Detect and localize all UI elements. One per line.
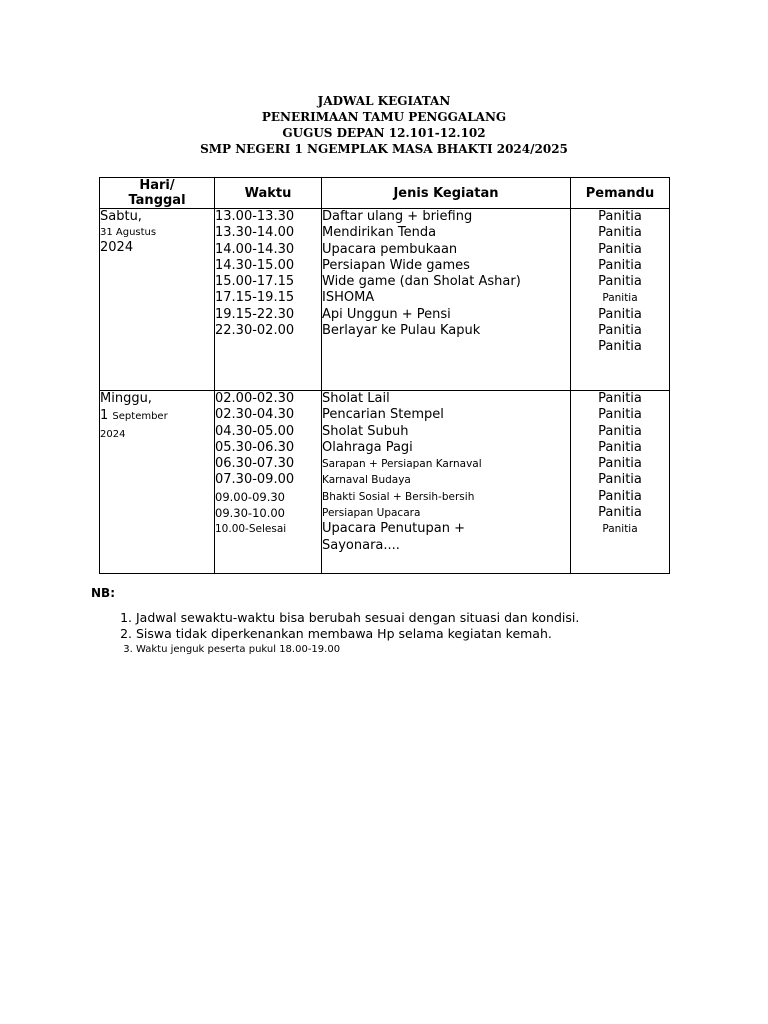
header-day-line: Tanggal <box>128 193 186 208</box>
activity-item: Upacara Penutupan + Sayonara.... <box>322 521 465 553</box>
time-slot: 22.30-02.00 <box>215 323 295 339</box>
header-day <box>100 178 215 209</box>
notes-list <box>111 610 736 658</box>
activity-item: Mendirikan Tenda <box>322 225 437 241</box>
guide-item: Panitia <box>598 274 642 290</box>
title-line: PENERIMAAN TAMU PENGGALANG <box>261 110 507 124</box>
activity-item: Pencarian Stempel <box>322 407 444 423</box>
time-slot: 09.00-09.30 <box>215 489 285 504</box>
day-year: 2024 <box>100 240 134 255</box>
activity-item: Sarapan + Persiapan Karnaval <box>322 458 482 471</box>
activity-cell <box>322 209 571 391</box>
document-title <box>0 93 768 157</box>
guide-item: Panitia <box>598 439 642 455</box>
header-guide: Pemandu <box>571 178 670 209</box>
time-slot: 07.30-09.00 <box>215 472 295 488</box>
activity-item: Persiapan Upacara <box>322 507 421 520</box>
header-time: Waktu <box>215 178 322 209</box>
time-cell <box>215 391 322 574</box>
time-slot: 10.00-Selesai <box>215 523 287 536</box>
activity-item: Berlayar ke Pulau Kapuk <box>322 323 481 339</box>
day-date <box>100 407 214 426</box>
day-name: Sabtu, <box>100 209 142 224</box>
time-slot: 19.15-22.30 <box>215 306 295 322</box>
title-line: GUGUS DEPAN 12.101-12.102 <box>282 126 486 140</box>
guide-item: Panitia <box>598 407 642 423</box>
day-date: 31 Agustus <box>100 227 157 238</box>
activity-item: Persiapan Wide games <box>322 257 470 273</box>
note-item: 2. Siswa tidak diperkenankan membawa Hp selama kegiatan kemah. <box>136 626 736 642</box>
guide-item: Panitia <box>598 423 642 439</box>
header-day-line: Hari/ <box>139 178 175 193</box>
activity-item: Daftar ulang + briefing <box>322 209 473 224</box>
time-slot: 17.15-19.15 <box>215 290 295 306</box>
guide-item: Panitia <box>602 523 638 536</box>
activity-item: Api Unggun + Pensi <box>322 306 451 322</box>
time-slot: 05.30-06.30 <box>215 439 295 455</box>
table-row-sunday <box>100 391 670 574</box>
note-item: 3. Waktu jenguk peserta pukul 18.00-19.00 <box>136 642 736 658</box>
guide-item: Panitia <box>598 488 642 504</box>
activity-item: Bhakti Sosial + Bersih-bersih <box>322 490 475 503</box>
day-cell <box>100 209 215 391</box>
time-slot: 06.30-07.30 <box>215 456 295 472</box>
guide-item: Panitia <box>598 257 642 273</box>
time-slot: 15.00-17.15 <box>215 274 295 290</box>
activity-item: Sholat Subuh <box>322 423 409 439</box>
guide-item: Panitia <box>598 241 642 257</box>
activity-item: Upacara pembukaan <box>322 241 458 257</box>
title-line: JADWAL KEGIATAN <box>317 94 451 108</box>
day-name: Minggu, <box>100 391 152 406</box>
guide-item: Panitia <box>598 456 642 472</box>
activity-item: Olahraga Pagi <box>322 439 413 455</box>
guide-cell <box>571 391 670 574</box>
activity-item: Wide game (dan Sholat Ashar) <box>322 274 521 290</box>
day-cell <box>100 391 215 574</box>
table-header-row <box>100 178 670 209</box>
guide-item: Panitia <box>598 472 642 488</box>
activity-item: Karnaval Budaya <box>322 474 411 487</box>
activity-cell <box>322 391 571 574</box>
activity-item: Sholat Lail <box>322 391 390 406</box>
time-slot: 04.30-05.00 <box>215 423 295 439</box>
time-slot: 09.30-10.00 <box>215 506 285 521</box>
guide-item: Panitia <box>598 391 642 406</box>
time-slot: 13.00-13.30 <box>215 209 295 224</box>
table-row-saturday <box>100 209 670 391</box>
time-cell <box>215 209 322 391</box>
guide-item: Panitia <box>598 306 642 322</box>
activity-item: ISHOMA <box>322 290 375 306</box>
time-slot: 02.00-02.30 <box>215 391 295 406</box>
guide-cell <box>571 209 670 391</box>
time-slot: 13.30-14.00 <box>215 225 295 241</box>
day-date-month: September <box>112 411 168 422</box>
time-slot: 14.30-15.00 <box>215 257 295 273</box>
nb-label: NB: <box>91 586 115 600</box>
time-slot: 14.00-14.30 <box>215 241 295 257</box>
guide-item: Panitia <box>598 339 642 355</box>
day-date-number: 1 <box>100 408 109 423</box>
time-slot: 02.30-04.30 <box>215 407 295 423</box>
note-item: 1. Jadwal sewaktu-waktu bisa berubah sesuai dengan situasi dan kondisi. <box>136 610 736 626</box>
day-year: 2024 <box>100 429 126 440</box>
guide-item: Panitia <box>602 292 638 305</box>
guide-item: Panitia <box>598 209 642 224</box>
schedule-table <box>99 177 670 574</box>
header-activity: Jenis Kegiatan <box>322 178 571 209</box>
guide-item: Panitia <box>598 323 642 339</box>
guide-item: Panitia <box>598 225 642 241</box>
guide-item: Panitia <box>598 505 642 521</box>
title-line: SMP NEGERI 1 NGEMPLAK MASA BHAKTI 2024/2025 <box>200 142 568 156</box>
